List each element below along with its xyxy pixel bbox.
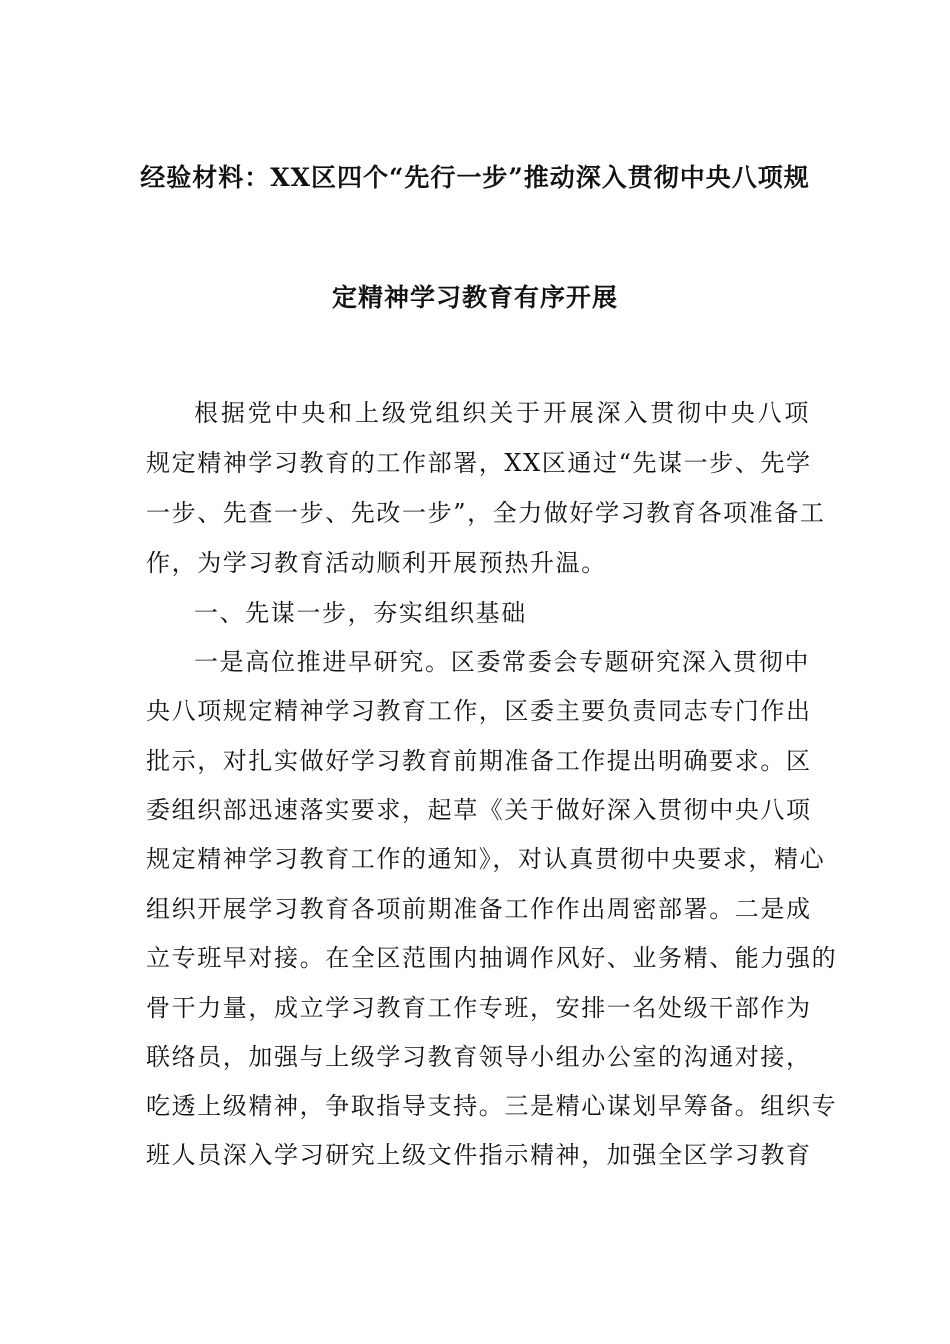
paragraph-line: 立专班早对接。在全区范围内抽调作风好、业务精、能力强的 — [146, 944, 838, 972]
paragraph-line: 批示，对扎实做好学习教育前期准备工作提出明确要求。区 — [146, 747, 812, 775]
paragraph-line: 一是高位推进早研究。区委常委会专题研究深入贯彻中 — [194, 648, 810, 676]
document-title-line-1: 经验材料：XX区四个“先行一步”推动深入贯彻中央八项规 — [140, 163, 810, 192]
paragraph-line: 班人员深入学习研究上级文件指示精神，加强全区学习教育 — [146, 1141, 812, 1169]
paragraph-line: 骨干力量，成立学习教育工作专班，安排一名处级干部作为 — [146, 994, 812, 1022]
paragraph-line: 委组织部迅速落实要求，起草《关于做好深入贯彻中央八项 — [146, 796, 812, 824]
paragraph-line: 规定精神学习教育工作的通知》，对认真贯彻中央要求，精心 — [146, 845, 826, 873]
paragraph-line: 作，为学习教育活动顺利开展预热升温。 — [146, 549, 607, 577]
paragraph-line: 组织开展学习教育各项前期准备工作作出周密部署。二是成 — [146, 895, 812, 923]
paragraph-line: 央八项规定精神学习教育工作，区委主要负责同志专门作出 — [146, 697, 812, 725]
paragraph-line: 吃透上级精神，争取指导支持。三是精心谋划早筹备。组织专 — [146, 1092, 838, 1120]
paragraph-line: 联络员，加强与上级学习教育领导小组办公室的沟通对接， — [146, 1043, 812, 1071]
paragraph-line: 根据党中央和上级党组织关于开展深入贯彻中央八项 — [194, 399, 810, 427]
paragraph-line: 一步、先查一步、先改一步”，全力做好学习教育各项准备工 — [146, 499, 826, 527]
section-heading: 一、先谋一步，夯实组织基础 — [194, 599, 527, 627]
document-title-line-2: 定精神学习教育有序开展 — [331, 283, 618, 312]
paragraph-line: 规定精神学习教育的工作部署，XX区通过“先谋一步、先学 — [146, 449, 812, 477]
